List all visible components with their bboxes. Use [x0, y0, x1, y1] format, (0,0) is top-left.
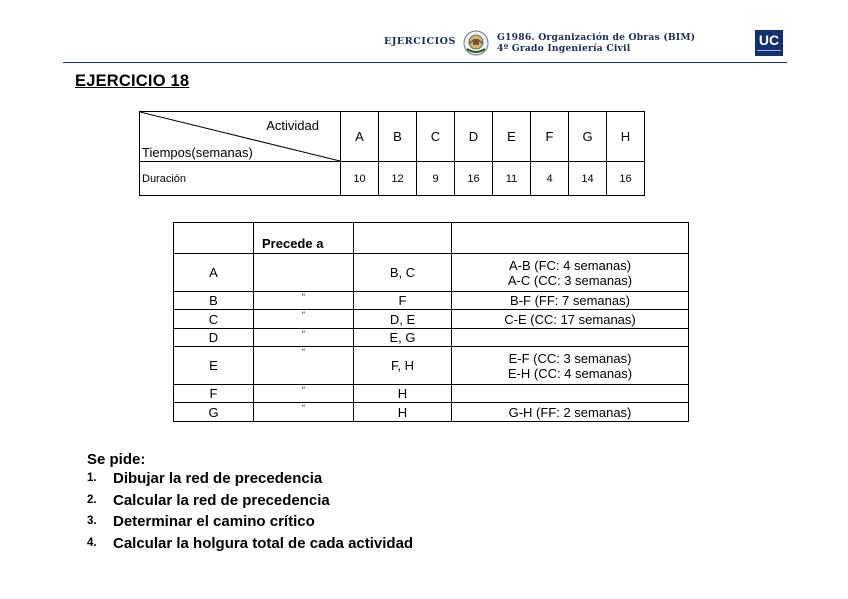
activity-cell: A	[174, 254, 254, 292]
corner-cell	[140, 112, 341, 162]
activity-header: G	[569, 112, 607, 162]
table-row	[174, 347, 689, 385]
relation-cell: G-H (FF: 2 semanas)	[452, 403, 689, 422]
precede-cell: “	[254, 310, 354, 329]
duration-value: 14	[569, 162, 607, 196]
uc-logo-underline	[757, 50, 781, 54]
relation-cell	[452, 254, 689, 292]
header-precede: Precede a	[254, 223, 354, 254]
item-text: Dibujar la red de precedencia	[113, 470, 323, 487]
activity-header: E	[493, 112, 531, 162]
precede-cell: “	[254, 385, 354, 403]
successor-cell: F	[354, 292, 452, 310]
uc-logo-text: UC	[758, 32, 780, 48]
precede-cell: “	[254, 403, 354, 422]
task-list	[87, 470, 413, 556]
uc-logo	[755, 30, 783, 56]
duration-value: 12	[379, 162, 417, 196]
successor-cell: H	[354, 403, 452, 422]
relation-cell: C-E (CC: 17 semanas)	[452, 310, 689, 329]
table-row	[174, 292, 689, 310]
page-title: EJERCICIO 18	[75, 72, 190, 90]
activity-cell: E	[174, 347, 254, 385]
successor-cell: F, H	[354, 347, 452, 385]
item-text: Calcular la holgura total de cada actividad	[113, 534, 414, 552]
item-number: 2.	[87, 493, 97, 506]
duration-value: 4	[531, 162, 569, 196]
item-number: 4.	[87, 536, 97, 549]
precede-cell	[254, 254, 354, 292]
course-line-1: G1986. Organización de Obras (BIM)	[497, 32, 696, 43]
successor-cell: H	[354, 385, 452, 403]
list-item	[87, 492, 413, 514]
university-seal-icon	[463, 30, 489, 56]
precedence-table	[173, 222, 689, 422]
list-item	[87, 513, 413, 535]
duration-value: 9	[417, 162, 455, 196]
duration-header-row	[140, 112, 645, 162]
duration-value: 10	[341, 162, 379, 196]
duration-table	[139, 111, 645, 196]
relation-cell	[452, 329, 689, 347]
relation-line: E-F (CC: 3 semanas)	[508, 350, 632, 366]
header-cell	[354, 223, 452, 254]
successor-cell: D, E	[354, 310, 452, 329]
item-number: 3.	[87, 515, 97, 527]
corner-label-activity: Actividad	[266, 118, 319, 133]
section-label: EJERCICIOS	[384, 36, 457, 47]
successor-cell: B, C	[354, 254, 452, 292]
header-rule	[63, 62, 787, 63]
item-text: Determinar el camino crítico	[113, 513, 315, 530]
precede-cell: “	[254, 329, 354, 347]
list-item	[87, 470, 413, 492]
duration-value: 11	[493, 162, 531, 196]
relation-cell	[452, 347, 689, 385]
activity-header: F	[531, 112, 569, 162]
activity-header: D	[455, 112, 493, 162]
table-row	[174, 403, 689, 422]
relation-line: E-H (CC: 4 semanas)	[507, 365, 633, 381]
activity-cell: D	[174, 329, 254, 347]
item-number: 1.	[87, 472, 97, 484]
activity-header: C	[417, 112, 455, 162]
successor-cell: E, G	[354, 329, 452, 347]
activity-cell: B	[174, 292, 254, 310]
item-text: Calcular la red de precedencia	[113, 491, 330, 509]
duration-value: 16	[455, 162, 493, 196]
list-item	[87, 535, 413, 557]
activity-header: B	[379, 112, 417, 162]
precede-cell: “	[254, 292, 354, 310]
precedence-header-row	[174, 223, 689, 254]
activity-cell: F	[174, 385, 254, 403]
duration-row	[140, 162, 645, 196]
relation-cell	[452, 385, 689, 403]
table-row	[174, 310, 689, 329]
table-row	[174, 254, 689, 292]
activity-header: H	[607, 112, 645, 162]
course-title	[497, 32, 695, 54]
activity-cell: C	[174, 310, 254, 329]
course-line-2: 4º Grado Ingeniería Civil	[497, 43, 631, 54]
header-cell	[452, 223, 689, 254]
table-row	[174, 385, 689, 403]
table-row	[174, 329, 689, 347]
precede-cell: “	[254, 347, 354, 385]
corner-label-times: Tiempos(semanas)	[142, 145, 253, 160]
request-label: Se pide:	[87, 451, 146, 468]
duration-label: Duración	[140, 162, 341, 196]
relation-line: A-B (FC: 4 semanas)	[508, 257, 632, 273]
relation-line: A-C (CC: 3 semanas)	[507, 272, 633, 288]
relation-cell: B-F (FF: 7 semanas)	[452, 292, 689, 310]
activity-header: A	[341, 112, 379, 162]
header-cell	[174, 223, 254, 254]
activity-cell: G	[174, 403, 254, 422]
duration-value: 16	[607, 162, 645, 196]
